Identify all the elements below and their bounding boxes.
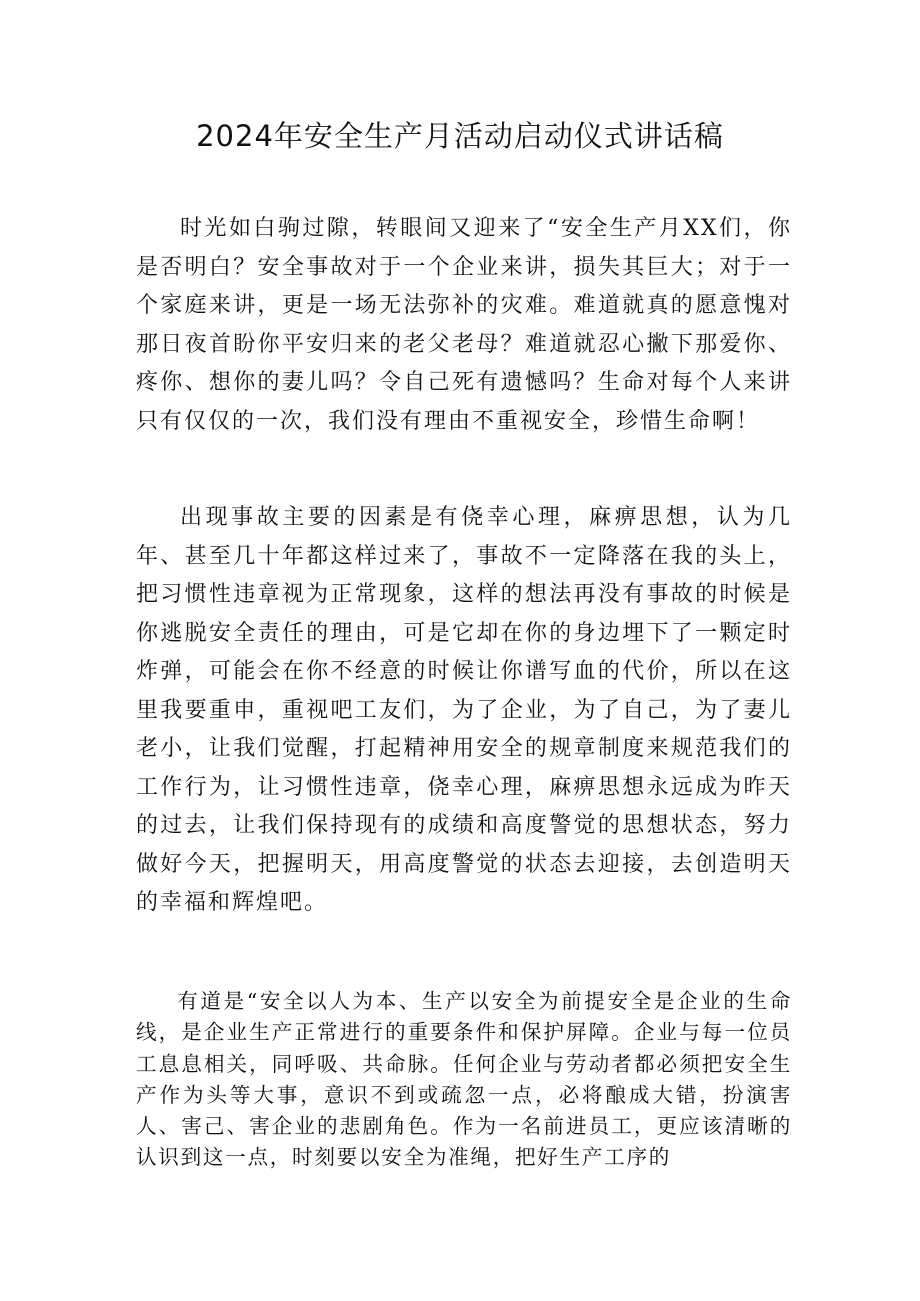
paragraph-1: 时光如白驹过隙，转眼间又迎来了“安全生产月XX们，你是否明白？安全事故对于一个企业来讲，损失其巨大；对于一个家庭来讲，更是一场无法弥补的灾难。难道就真的愿意愧对那日夜首盼你平安归来的老父老母？难道就忍心撇下那爱你、疼你、想你的妻儿吗？令自己死有遗憾吗？生命对每个人来讲只有仅仅的一次，我们没有理由不重视安全，珍惜生命啊！ xyxy=(136,216,792,434)
paragraph-3: 有道是“安全以人为本、生产以安全为前提安全是企业的生命线，是企业生产正常进行的重要条件和保护屏障。企业与每一位员工息息相关，同呼吸、共命脉。任何企业与劳动者都必须把安全生产作为头等大事，意识不到或疏忽一点，必将酿成大错，扮演害人、害己、害企业的悲剧角色。作为一名前进员工，更应该清晰的认识到这一点，时刻要以安全为准绳，把好生产工序的 xyxy=(136,989,792,1170)
paragraph-2: 出现事故主要的因素是有侥幸心理，麻痹思想，认为几年、甚至几十年都这样过来了，事故不一定降落在我的头上，把习惯性违章视为正常现象，这样的想法再没有事故的时候是你逃脱安全责任的理由，可是它却在你的身边埋下了一颗定时炸弹，可能会在你不经意的时候让你谱写血的代价，所以在这里我要重申，重视吧工友们，为了企业，为了自己，为了妻儿老小，让我们觉醒，打起精神用安全的规章制度来规范我们的工作行为，让习惯性违章，侥幸心理，麻痹思想永远成为昨天的过去，让我们保持现有的成绩和高度警觉的思想状态，努力做好今天，把握明天，用高度警觉的状态去迎接，去创造明天的幸福和辉煌吧。 xyxy=(136,505,792,915)
document-title: 2024年安全生产月活动启动仪式讲话稿 xyxy=(196,119,724,153)
